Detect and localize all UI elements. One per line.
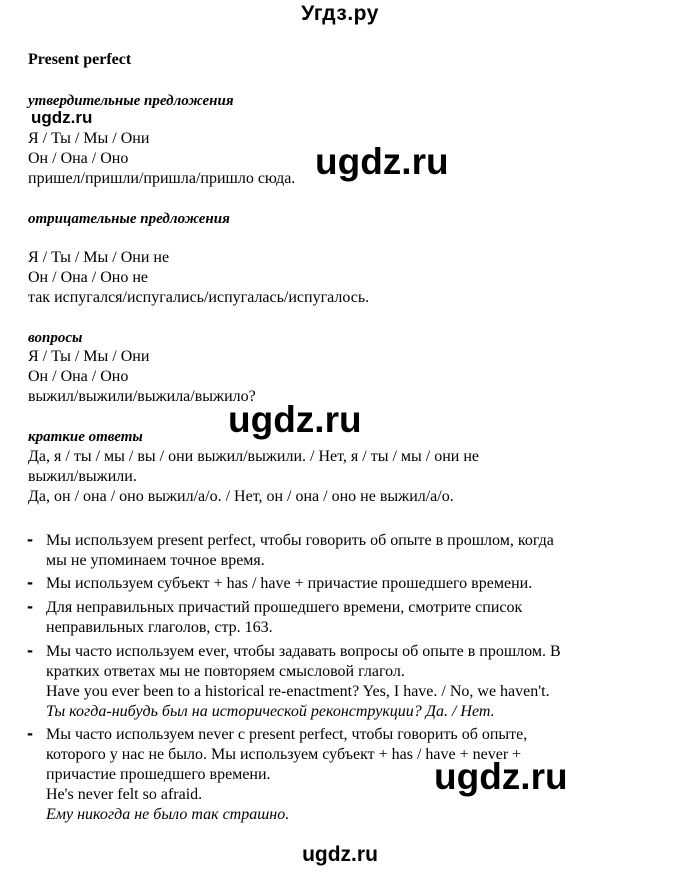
affirmative-line: Я / Ты / Мы / Они xyxy=(28,130,150,147)
watermark: ugdz.ru xyxy=(434,756,568,797)
note-line: неправильных глаголов, стр. 163. xyxy=(46,619,273,636)
short-answer-line: Да, он / она / оно выжил/а/о. / Нет, он / она / оно не выжил/а/о. xyxy=(28,488,454,505)
questions-line: Я / Ты / Мы / Они xyxy=(28,348,150,365)
note-line: Мы используем present perfect, чтобы говорить об опыте в прошлом, когда xyxy=(46,532,554,549)
section-title: Present perfect xyxy=(28,51,132,68)
negative-line: Я / Ты / Мы / Они не xyxy=(28,249,170,266)
bullet-dash: - xyxy=(27,572,33,592)
note-line: кратких ответах мы не повторяем смысловой глагол. xyxy=(46,663,405,680)
short-answer-line: Да, я / ты / мы / вы / они выжил/выжили. / Нет, я / ты / мы / они не xyxy=(28,448,480,465)
negative-heading: отрицательные предложения xyxy=(28,211,230,227)
bullet-dash: - xyxy=(27,723,33,743)
example-translation: Ему никогда не было так страшно. xyxy=(46,806,290,823)
affirmative-heading: утвердительные предложения xyxy=(28,93,234,109)
note-line: Мы используем субъект + has / have + причастие прошедшего времени. xyxy=(46,575,533,592)
example-translation: Ты когда-нибудь был на исторической реконструкции? Да. / Нет. xyxy=(46,703,495,720)
footer-watermark: ugdz.ru xyxy=(302,843,378,866)
example-sentence: Have you ever been to a historical re-enactment? Yes, I have. / No, we haven't. xyxy=(46,683,550,700)
questions-line: выжил/выжили/выжила/выжило? xyxy=(28,388,256,405)
questions-heading: вопросы xyxy=(28,330,83,346)
negative-line: Он / Она / Оно не xyxy=(28,269,149,286)
note-line: мы не упоминаем точное время. xyxy=(46,552,265,569)
bullet-dash: - xyxy=(27,640,33,660)
note-line: Мы часто используем ever, чтобы задавать вопросы об опыте в прошлом. В xyxy=(46,643,561,660)
site-title: Угдз.ру xyxy=(301,2,379,25)
affirmative-line: пришел/пришли/пришла/пришло сюда. xyxy=(28,170,296,187)
questions-line: Он / Она / Оно xyxy=(28,368,129,385)
note-line: Для неправильных причастий прошедшего времени, смотрите список xyxy=(46,599,523,616)
short-answer-line: выжил/выжили. xyxy=(28,468,137,485)
bullet-dash: - xyxy=(27,596,33,616)
watermark: ugdz.ru xyxy=(315,141,449,182)
note-line: Мы часто используем never с present perfect, чтобы говорить об опыте, xyxy=(46,726,528,743)
affirmative-line: Он / Она / Оно xyxy=(28,150,129,167)
note-line: которого у нас не было. Мы используем субъект + has / have + never + xyxy=(46,746,522,763)
watermark: ugdz.ru xyxy=(228,399,362,440)
example-sentence: He's never felt so afraid. xyxy=(46,786,203,803)
short-answers-heading: краткие ответы xyxy=(28,429,143,445)
note-line: причастие прошедшего времени. xyxy=(46,766,271,783)
watermark-small: ugdz.ru xyxy=(31,108,93,127)
bullet-dash: - xyxy=(27,529,33,549)
negative-line: так испугался/испугались/испугалась/испугалось. xyxy=(28,289,370,306)
